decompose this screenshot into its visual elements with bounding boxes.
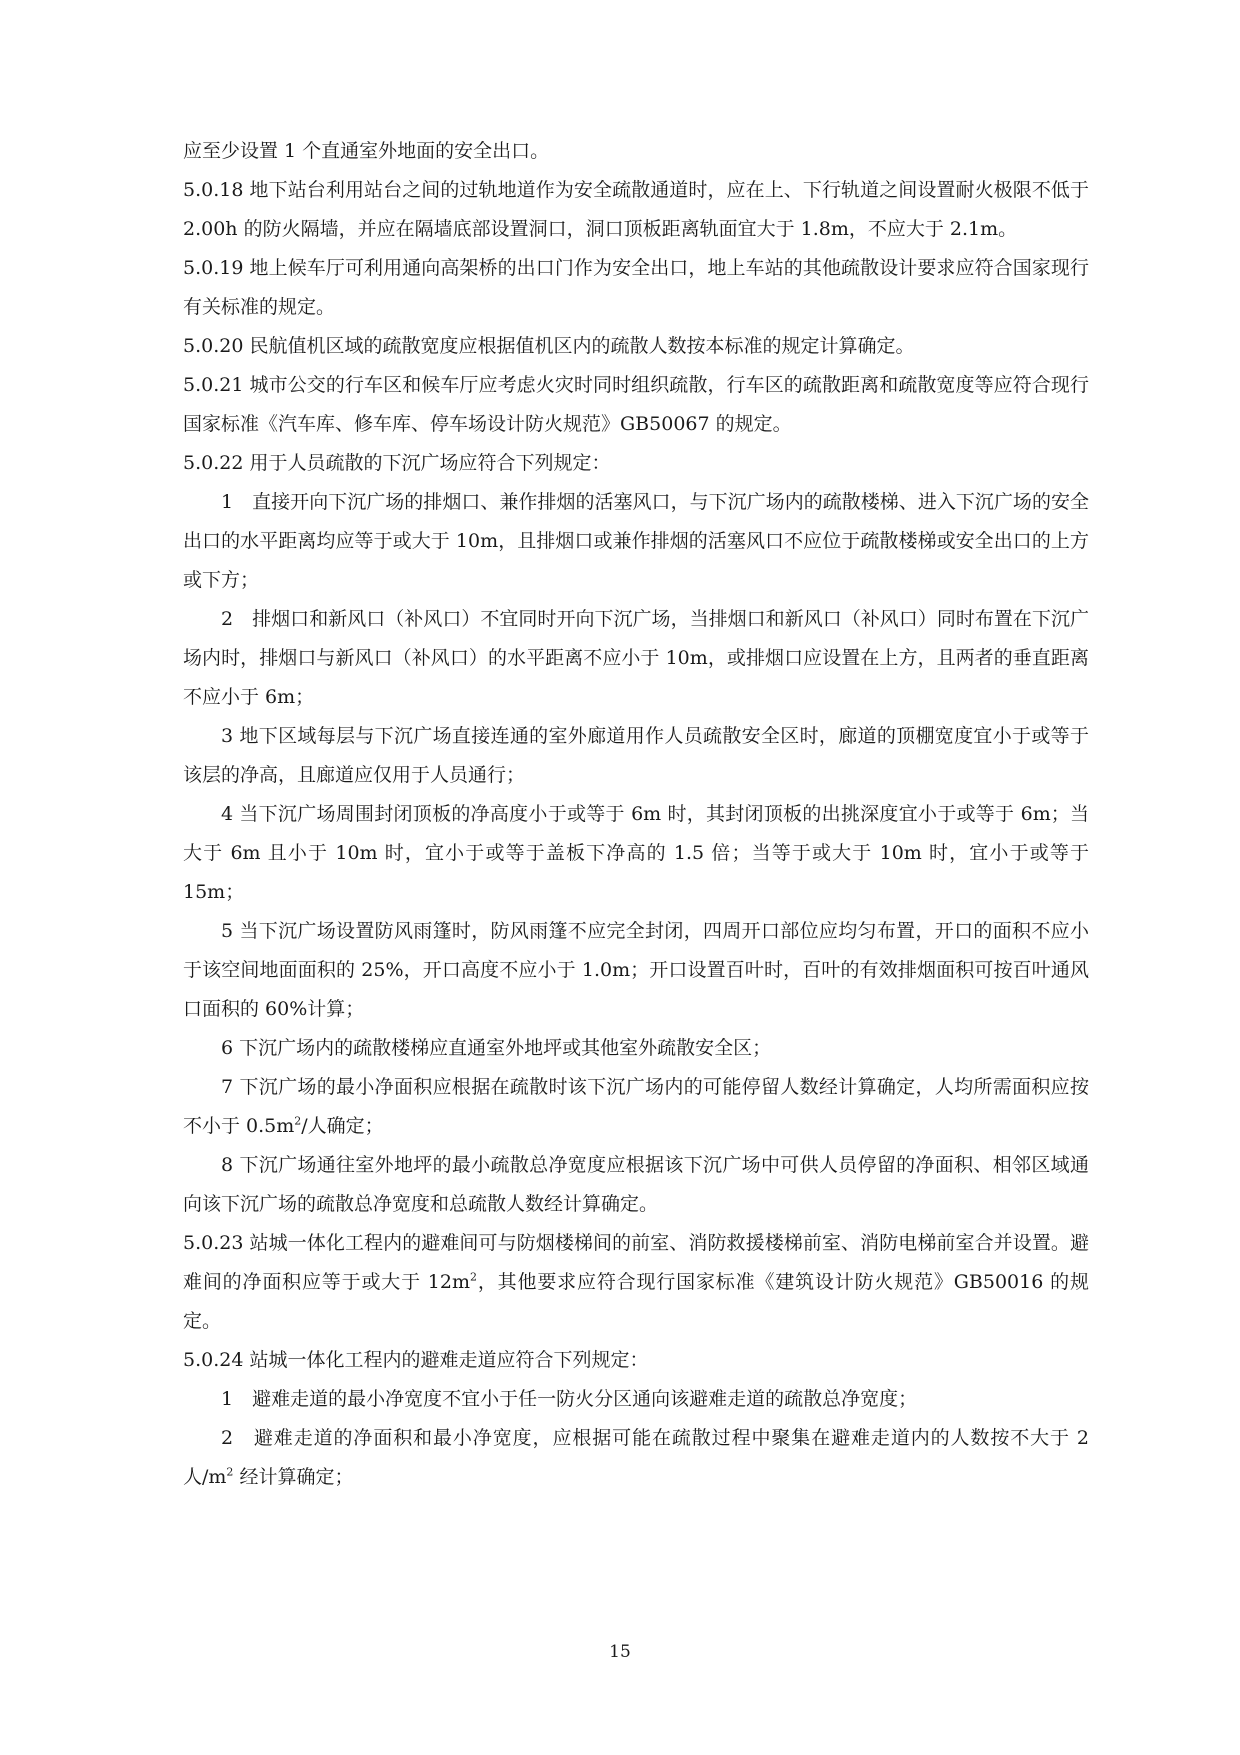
clause-5-0-24-item-2 <box>183 1419 1089 1497</box>
clause-5-0-23-text-end: ，其他要求应符合现行国家标准《建筑设计防火规范》GB50016 的规定。 <box>183 1271 1090 1332</box>
superscript: 2 <box>470 1270 478 1284</box>
clause-5-0-24-item-1: 1 避难走道的最小净宽度不宜小于任一防火分区通向该避难走道的疏散总净宽度； <box>221 1388 918 1410</box>
clause-5-0-24: 5.0.24 站城一体化工程内的避难走道应符合下列规定： <box>183 1349 649 1371</box>
clause-5-0-22-item-4: 4 当下沉广场周围封闭顶板的净高度小于或等于 6m 时，其封闭顶板的出挑深度宜小于或等于 6m；当大于 6m 且小于 10m 时，宜小于或等于盖板下净高的 1.5 倍；当等于或大于 10m 时，宜小于或等于 15m； <box>183 803 1089 903</box>
item-7-text-end: /人确定； <box>301 1115 384 1137</box>
clause-5-0-22-item-6: 6 下沉广场内的疏散楼梯应直通室外地坪或其他室外疏散安全区； <box>221 1037 772 1059</box>
clause-5-0-22-item-5: 5 当下沉广场设置防风雨篷时，防风雨篷不应完全封闭，四周开口部位应均匀布置，开口的面积不应小于该空间地面面积的 25%，开口高度不应小于 1.0m；开口设置百叶时，百叶的有效排烟面积可按百叶通风口面积的 60%计算； <box>183 920 1089 1020</box>
clause-5-0-18: 5.0.18 地下站台利用站台之间的过轨地道作为安全疏散通道时，应在上、下行轨道之间设置耐火极限不低于 2.00h 的防火隔墙，并应在隔墙底部设置洞口，洞口顶板距离轨面宜大于 1.8m，不应大于 2.1m。 <box>183 179 1089 240</box>
clause-5-0-21: 5.0.21 城市公交的行车区和候车厅应考虑火灾时同时组织疏散，行车区的疏散距离和疏散宽度等应符合现行国家标准《汽车库、修车库、停车场设计防火规范》GB50067 的规定。 <box>183 374 1089 435</box>
clause-5-0-19: 5.0.19 地上候车厅可利用通向高架桥的出口门作为安全出口，地上车站的其他疏散设计要求应符合国家现行有关标准的规定。 <box>183 257 1089 318</box>
item-7-text: 7 下沉广场的最小净面积应根据在疏散时该下沉广场内的可能停留人数经计算确定，人均所需面积应按不小于 0.5m <box>183 1076 1089 1137</box>
clause-5-0-22-item-8: 8 下沉广场通往室外地坪的最小疏散总净宽度应根据该下沉广场中可供人员停留的净面积、相邻区域通向该下沉广场的疏散总净宽度和总疏散人数经计算确定。 <box>183 1154 1089 1215</box>
paragraph-continuation: 应至少设置 1 个直通室外地面的安全出口。 <box>183 140 550 162</box>
page-number: 15 <box>609 1642 631 1662</box>
clause-5-0-22-item-1: 1 直接开向下沉广场的排烟口、兼作排烟的活塞风口，与下沉广场内的疏散楼梯、进入下沉广场的安全出口的水平距离均应等于或大于 10m，且排烟口或兼作排烟的活塞风口不应位于疏散楼梯或安全出口的上方或下方； <box>183 491 1089 591</box>
clause-5-0-20: 5.0.20 民航值机区域的疏散宽度应根据值机区内的疏散人数按本标准的规定计算确定。 <box>183 335 915 357</box>
superscript: 2 <box>294 1114 302 1128</box>
clause-5-0-23 <box>183 1224 1089 1341</box>
clause-5-0-22-item-3: 3 地下区域每层与下沉广场直接连通的室外廊道用作人员疏散安全区时，廊道的顶棚宽度宜小于或等于该层的净高，且廊道应仅用于人员通行； <box>183 725 1089 786</box>
superscript: 2 <box>226 1465 234 1479</box>
clause-5-0-22-item-7 <box>183 1068 1089 1146</box>
clause-5-0-22: 5.0.22 用于人员疏散的下沉广场应符合下列规定： <box>183 452 611 474</box>
document-body <box>183 132 1089 1497</box>
clause-5-0-23-text: 5.0.23 站城一体化工程内的避难间可与防烟楼梯间的前室、消防救援楼梯前室、消防电梯前室合并设置。避难间的净面积应等于或大于 12m <box>183 1232 1089 1293</box>
item-2-text: 2 避难走道的净面积和最小净宽度，应根据可能在疏散过程中聚集在避难走道内的人数按不大于 2 人/m <box>183 1427 1089 1488</box>
item-2-text-end: 经计算确定； <box>233 1466 354 1488</box>
clause-5-0-22-item-2: 2 排烟口和新风口（补风口）不宜同时开向下沉广场，当排烟口和新风口（补风口）同时布置在下沉广场内时，排烟口与新风口（补风口）的水平距离不应小于 10m，或排烟口应设置在上方，且两者的垂直距离不应小于 6m； <box>183 608 1089 708</box>
